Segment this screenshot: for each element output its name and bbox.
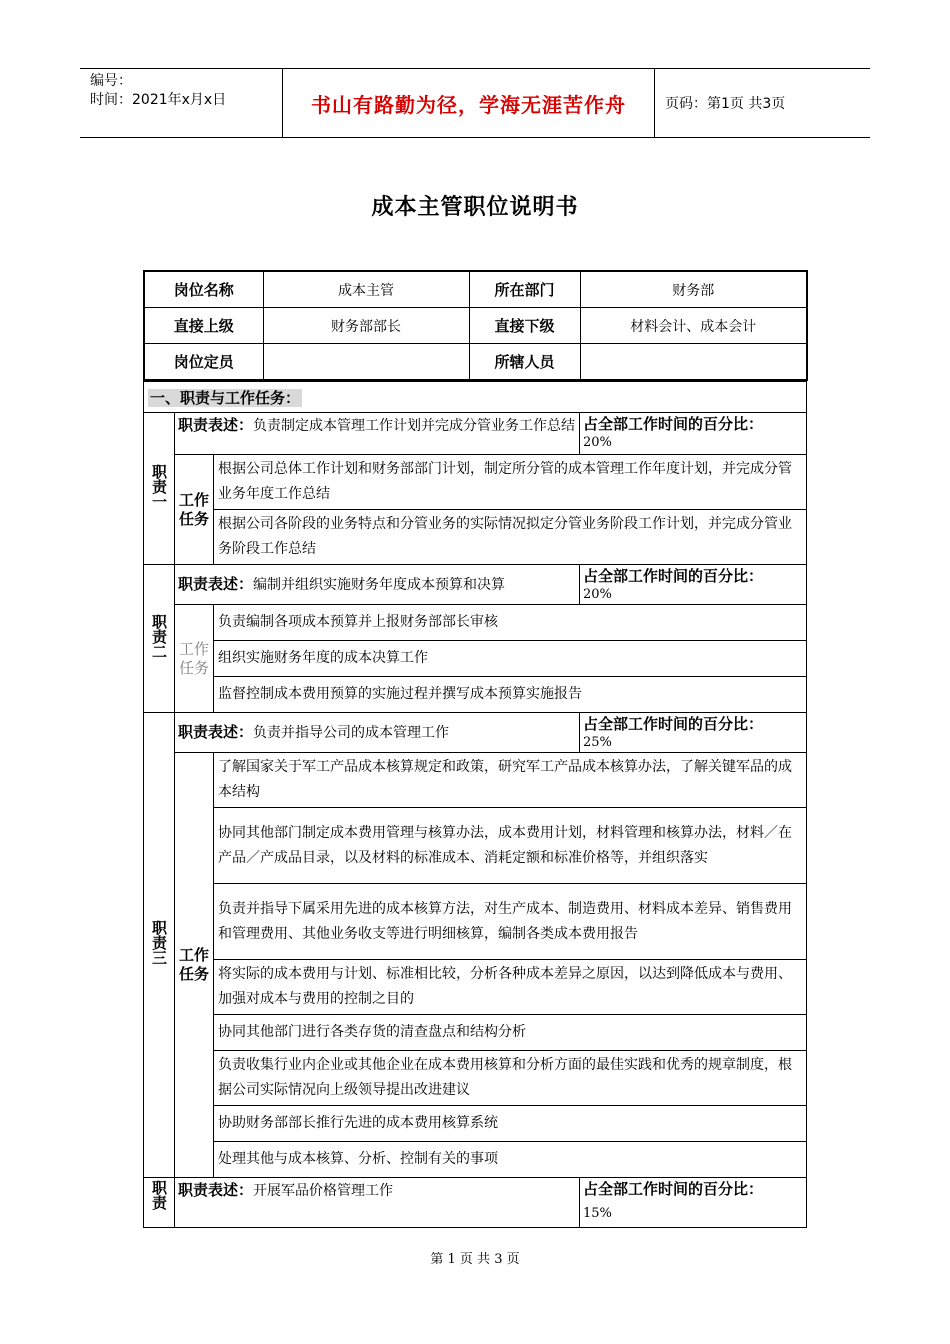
duty-4-name: 职责	[150, 1180, 168, 1210]
job-description-form	[143, 270, 806, 1228]
motto: 书山有路勤为径，学海无涯苦作舟	[282, 69, 655, 137]
duty-2-label	[144, 565, 175, 713]
page-label: 页码：第1页 共3页	[665, 96, 786, 112]
duty-2-task-label: 工作任务	[175, 605, 214, 713]
header-meta	[80, 69, 282, 137]
duty-3-description: 职责表述：负责并指导公司的成本管理工作	[175, 713, 580, 753]
duty-1-percent: 占全部工作时间的百分比： 20%	[580, 413, 807, 455]
staff-label: 所辖人员	[469, 344, 580, 381]
duty-2-name: 职责二	[150, 613, 168, 659]
duty-1-name: 职责一	[150, 463, 168, 509]
subordinate-value: 材料会计、成本会计	[580, 308, 807, 344]
info-table	[143, 270, 808, 381]
superior-label: 直接上级	[144, 308, 263, 344]
duty-3-name: 职责三	[150, 920, 168, 965]
duty-1-description: 职责表述：负责制定成本管理工作计划并完成分管业务工作总结	[175, 413, 580, 455]
date-label: 时间：2021年x月x日	[90, 92, 227, 108]
duty-2-percent: 占全部工作时间的百分比： 20%	[580, 565, 807, 605]
document-header	[80, 68, 870, 138]
duty-1-task-label: 工作任务	[175, 455, 214, 565]
position-name-value: 成本主管	[263, 271, 469, 308]
position-name-label: 岗位名称	[144, 271, 263, 308]
staff-value	[580, 344, 807, 381]
duty-3-task-7: 协助财务部部长推行先进的成本费用核算系统	[214, 1106, 807, 1142]
duty-3-label	[144, 713, 175, 1178]
duty-3-task-1: 了解国家关于军工产品成本核算规定和政策，研究军工产品成本核算办法，了解关键军品的成本结构	[214, 753, 807, 808]
duty-3-task-8: 处理其他与成本核算、分析、控制有关的事项	[214, 1142, 807, 1178]
duty-4-description: 职责表述：开展军品价格管理工作	[175, 1178, 580, 1228]
duty-3-percent: 占全部工作时间的百分比： 25%	[580, 713, 807, 753]
number-label: 编号：	[90, 73, 132, 89]
duty-3-task-6: 负责收集行业内企业或其他企业在成本费用核算和分析方面的最佳实践和优秀的规章制度，根据公司实际情况向上级领导提出改进建议	[214, 1051, 807, 1106]
headcount-label: 岗位定员	[144, 344, 263, 381]
superior-value: 财务部部长	[263, 308, 469, 344]
duty-4-label	[144, 1178, 175, 1228]
duty-2-description: 职责表述：编制并组织实施财务年度成本预算和决算	[175, 565, 580, 605]
duty-3-task-3: 负责并指导下属采用先进的成本核算方法，对生产成本、制造费用、材料成本差异、销售费用和管理费用、其他业务收支等进行明细核算，编制各类成本费用报告	[214, 884, 807, 960]
duty-2-task-2: 组织实施财务年度的成本决算工作	[214, 641, 807, 677]
page-footer: 第 1 页 共 3 页	[430, 1252, 520, 1267]
duty-1-label	[144, 413, 175, 565]
subordinate-label: 直接下级	[469, 308, 580, 344]
duty-3-task-label: 工作任务	[175, 753, 214, 1178]
duty-4-percent: 占全部工作时间的百分比： 15%	[580, 1178, 807, 1228]
department-value: 财务部	[580, 271, 807, 308]
duty-2-task-3: 监督控制成本费用预算的实施过程并撰写成本预算实施报告	[214, 677, 807, 713]
page-title: 成本主管职位说明书	[371, 195, 579, 220]
duty-2-task-1: 负责编制各项成本预算并上报财务部部长审核	[214, 605, 807, 641]
duties-table	[143, 381, 807, 1228]
duty-3-task-2: 协同其他部门制定成本费用管理与核算办法，成本费用计划，材料管理和核算办法，材料／在产品／产成品目录，以及材料的标准成本、消耗定额和标准价格等，并组织落实	[214, 808, 807, 884]
duty-3-task-4: 将实际的成本费用与计划、标准相比较，分析各种成本差异之原因，以达到降低成本与费用、加强对成本与费用的控制之目的	[214, 960, 807, 1015]
duty-1-task-2: 根据公司各阶段的业务特点和分管业务的实际情况拟定分管业务阶段工作计划，并完成分管业务阶段工作总结	[214, 510, 807, 565]
duty-1-task-1: 根据公司总体工作计划和财务部部门计划，制定所分管的成本管理工作年度计划，并完成分管业务年度工作总结	[214, 455, 807, 510]
section-title: 一、职责与工作任务：	[144, 382, 807, 413]
department-label: 所在部门	[469, 271, 580, 308]
headcount-value	[263, 344, 469, 381]
duty-3-task-5: 协同其他部门进行各类存货的清查盘点和结构分析	[214, 1015, 807, 1051]
